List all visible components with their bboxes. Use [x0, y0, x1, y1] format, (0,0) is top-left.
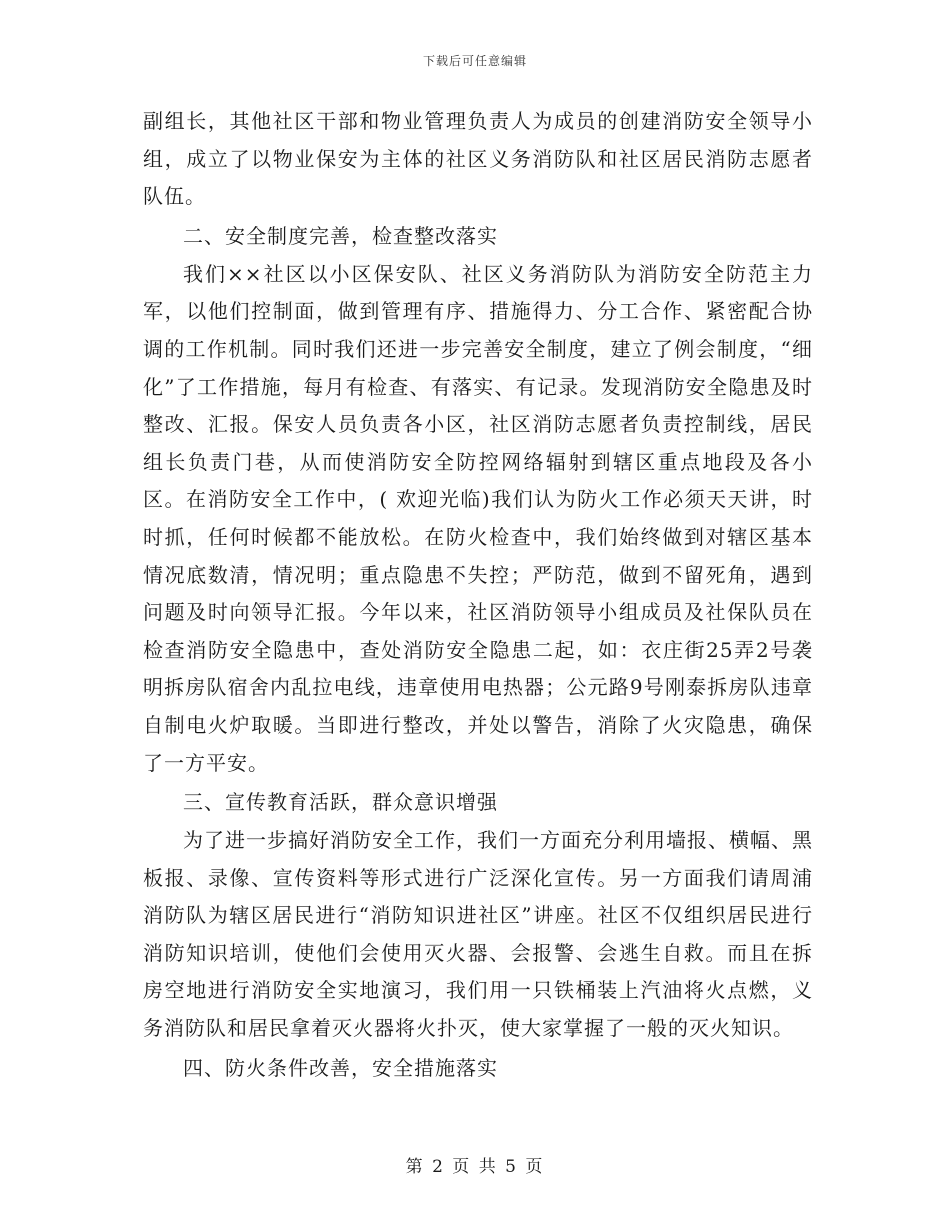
paragraph-safety-system: 我们××社区以小区保安队、社区义务消防队为消防安全防范主力军，以他们控制面，做到管理有序、措施得力、分工合作、紧密配合协调的工作机制。同时我们还进一步完善安全制度，建立了例会制度，“细化”了工作措施，每月有检查、有落实、有记录。发现消防安全隐患及时整改、汇报。保安人员负责各小区，社区消防志愿者负责控制线，居民组长负责门巷，从而使消防安全防控网络辐射到辖区重点地段及各小区。在消防安全工作中，( 欢迎光临)我们认为防火工作必须天天讲，时时抓，任何时候都不能放松。在防火检查中，我们始终做到对辖区基本情况底数清，情况明；重点隐患不失控；严防范，做到不留死角，遇到问题及时向领导汇报。今年以来，社区消防领导小组成员及社保队员在检查消防安全隐患中，查处消防安全隐患二起，如：衣庄街25弄2号袭明拆房队宿舍内乱拉电线，违章使用电热器；公元路9号刚泰拆房队违章自制电火炉取暖。当即进行整改，并处以警告，消除了火灾隐患，确保了一方平安。	[143, 261, 813, 775]
document-body	[143, 103, 813, 1088]
page-header-note: 下载后可任意编辑	[422, 54, 527, 68]
section-heading-3: 三、宣传教育活跃，群众意识增强	[183, 790, 498, 815]
page-number-footer: 第 2 页 共 5 页	[405, 1157, 545, 1177]
section-heading-2: 二、安全制度完善，检查整改落实	[183, 223, 498, 248]
paragraph-continuation: 副组长，其他社区干部和物业管理负责人为成员的创建消防安全领导小组，成立了以物业保安为主体的社区义务消防队和社区居民消防志愿者队伍。	[143, 109, 813, 209]
section-heading-4: 四、防火条件改善，安全措施落实	[183, 1055, 498, 1080]
paragraph-education: 为了进一步搞好消防安全工作，我们一方面充分利用墙报、横幅、黑板报、录像、宣传资料等形式进行广泛深化宣传。另一方面我们请周浦消防队为辖区居民进行“消防知识进社区”讲座。社区不仅组织居民进行消防知识培训，使他们会使用灭火器、会报警、会逃生自救。而且在拆房空地进行消防安全实地演习，我们用一只铁桶装上汽油将火点燃，义务消防队和居民拿着灭火器将火扑灭，使大家掌握了一般的灭火知识。	[143, 828, 813, 1041]
